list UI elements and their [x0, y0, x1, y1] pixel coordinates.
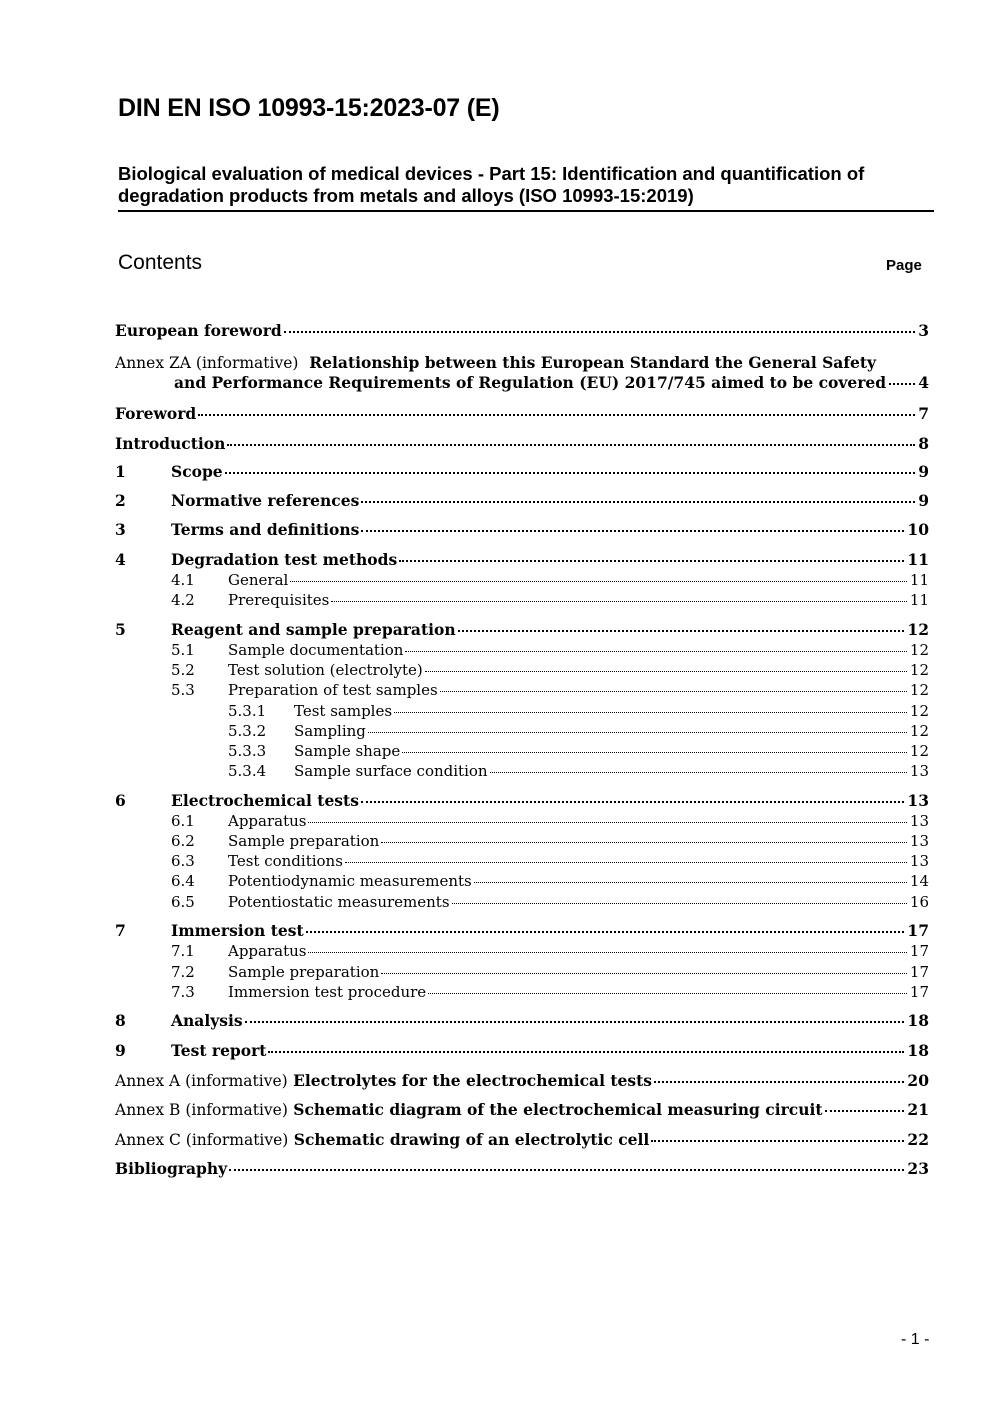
toc-leader [361, 530, 904, 532]
toc-page: 12 [909, 742, 929, 760]
toc-title: Introduction [115, 434, 226, 453]
document-subtitle: Biological evaluation of medical devices - Part 15: Identification and quantification of degradation products from metals and alloys (ISO 10993-15:2019) [118, 163, 865, 206]
toc-leader [889, 383, 915, 385]
toc-number: 5.3.1 [228, 702, 267, 720]
toc-title: Analysis [171, 1011, 243, 1030]
toc-page: 13 [909, 832, 929, 850]
toc-entry-2[interactable] [115, 491, 929, 510]
toc-entry-5-3-1[interactable] [228, 702, 929, 720]
toc-title: Schematic diagram of the electrochemical measuring circuit [293, 1100, 823, 1119]
toc-leader [284, 331, 915, 333]
toc-leader [306, 931, 905, 933]
toc-page: 16 [909, 893, 929, 911]
toc-entry-4-2[interactable] [171, 591, 929, 609]
toc-entry-5-2[interactable] [171, 661, 929, 679]
toc-title: Normative references [171, 491, 360, 510]
toc-page: 13 [909, 852, 929, 870]
toc-page: 12 [909, 661, 929, 679]
toc-leader [405, 651, 906, 652]
toc-leader [198, 414, 915, 416]
toc-title: European foreword [115, 321, 282, 340]
page-column-label: Page [886, 257, 922, 274]
contents-heading: Contents [118, 251, 203, 274]
toc-leader [290, 581, 907, 582]
toc-leader [268, 1051, 904, 1053]
toc-leader [394, 712, 907, 713]
toc-title: Schematic drawing of an electrolytic cell [293, 1130, 650, 1149]
toc-title: Apparatus [228, 812, 307, 830]
toc-number: 6.2 [171, 832, 195, 850]
toc-page: 21 [907, 1100, 929, 1119]
toc-page: 7 [918, 404, 929, 423]
toc-page: 13 [909, 762, 929, 780]
toc-leader [345, 862, 907, 863]
toc-leader [490, 772, 907, 773]
toc-entry-6-2[interactable] [171, 832, 929, 850]
toc-title: Sample surface condition [294, 762, 488, 780]
toc-title: Immersion test [171, 921, 304, 940]
toc-leader [361, 501, 915, 503]
toc-leader [425, 671, 907, 672]
toc-entry-5-1[interactable] [171, 641, 929, 659]
toc-leader [308, 822, 906, 823]
toc-annex-prefix: Annex ZA (informative) [115, 354, 299, 372]
toc-entry-5[interactable] [115, 620, 929, 639]
page-number: - 1 - [901, 1331, 930, 1348]
toc-page: 23 [907, 1159, 929, 1178]
toc-leader [381, 973, 907, 974]
toc-leader [361, 801, 904, 803]
toc-title: Sample documentation [228, 641, 404, 659]
toc-leader [651, 1140, 904, 1142]
toc-leader [227, 444, 915, 446]
toc-number: 5 [115, 620, 126, 639]
toc-title: Preparation of test samples [228, 681, 438, 699]
toc-leader [428, 993, 907, 994]
toc-number: 3 [115, 520, 126, 539]
toc-leader [229, 1169, 904, 1171]
toc-leader [440, 691, 907, 692]
toc-number: 4 [115, 550, 126, 569]
toc-leader [474, 882, 907, 883]
toc-number: 6 [115, 791, 126, 810]
toc-entry-9[interactable] [115, 1041, 929, 1060]
toc-entry-3[interactable] [115, 520, 929, 539]
toc-leader [381, 842, 907, 843]
toc-number: 5.3 [171, 681, 195, 699]
toc-entry-7-2[interactable] [171, 963, 929, 981]
document-id: DIN EN ISO 10993-15:2023-07 (E) [118, 94, 500, 122]
toc-annex-prefix: Annex A (informative) [115, 1072, 288, 1090]
toc-number: 8 [115, 1011, 126, 1030]
toc-page: 17 [907, 921, 929, 940]
toc-entry-annex-b[interactable] [115, 1100, 929, 1119]
toc-entry-5-3-4[interactable] [228, 762, 929, 780]
toc-entry-7-1[interactable] [171, 942, 929, 960]
toc-title: Relationship between this European Standard the General Safety [309, 353, 877, 372]
toc-title: Test solution (electrolyte) [228, 661, 423, 679]
toc-entry-5-3[interactable] [171, 681, 929, 699]
toc-leader [458, 630, 905, 632]
toc-number: 7 [115, 921, 126, 940]
toc-title: Test samples [294, 702, 393, 720]
toc-leader [399, 560, 904, 562]
toc-entry-annex-za[interactable] [115, 353, 929, 393]
toc-number: 7.1 [171, 942, 195, 960]
toc-title: Test report [171, 1041, 267, 1060]
toc-page: 12 [909, 681, 929, 699]
toc-entry-6-1[interactable] [171, 812, 929, 830]
toc-title: Potentiostatic measurements [228, 893, 450, 911]
toc-page: 11 [907, 550, 929, 569]
toc-title: Sample preparation [228, 963, 380, 981]
toc-number: 2 [115, 491, 126, 510]
toc-page: 12 [907, 620, 929, 639]
toc-entry-4-1[interactable] [171, 571, 929, 589]
toc-leader [825, 1110, 905, 1112]
toc-page: 17 [909, 963, 929, 981]
toc-leader [225, 472, 916, 474]
toc-page: 22 [907, 1130, 929, 1149]
toc-leader [368, 732, 907, 733]
toc-number: 5.3.3 [228, 742, 267, 760]
toc-number: 4.1 [171, 571, 195, 589]
toc-number: 6.1 [171, 812, 195, 830]
toc-title: Prerequisites [228, 591, 330, 609]
toc-entry-bibliography[interactable] [115, 1159, 929, 1178]
toc-number: 5.2 [171, 661, 195, 679]
toc-title: Scope [171, 462, 223, 481]
toc-number: 5.3.2 [228, 722, 267, 740]
toc-title: Degradation test methods [171, 550, 398, 569]
toc-entry-european-foreword[interactable] [115, 321, 929, 340]
toc-number: 7.2 [171, 963, 195, 981]
toc-title: Foreword [115, 404, 197, 423]
toc-page: 12 [909, 702, 929, 720]
toc-number: 5.1 [171, 641, 195, 659]
toc-title: Sampling [294, 722, 366, 740]
toc-title: Potentiodynamic measurements [228, 872, 472, 890]
toc-title: Sample shape [294, 742, 401, 760]
toc-entry-6-4[interactable] [171, 872, 929, 890]
toc-page: 13 [909, 812, 929, 830]
toc-page: 12 [909, 641, 929, 659]
toc-number: 9 [115, 1041, 126, 1060]
toc-leader [245, 1021, 905, 1023]
toc-entry-5-3-2[interactable] [228, 722, 929, 740]
toc-number: 6.3 [171, 852, 195, 870]
toc-entry-foreword[interactable] [115, 404, 929, 423]
toc-title: Terms and definitions [171, 520, 360, 539]
subtitle-underline [118, 210, 934, 212]
toc-entry-annex-c[interactable] [115, 1130, 929, 1149]
toc-page: 9 [918, 462, 929, 481]
toc-number: 6.5 [171, 893, 195, 911]
toc-page: 4 [918, 373, 929, 392]
toc-number: 6.4 [171, 872, 195, 890]
toc-title: Apparatus [228, 942, 307, 960]
toc-title: Test conditions [228, 852, 343, 870]
toc-leader [654, 1081, 904, 1083]
toc-page: 10 [907, 520, 929, 539]
toc-page: 12 [909, 722, 929, 740]
toc-title: Immersion test procedure [228, 983, 427, 1001]
toc-entry-7[interactable] [115, 921, 929, 940]
toc-page: 9 [918, 491, 929, 510]
toc-number: 5.3.4 [228, 762, 267, 780]
toc-page: 18 [907, 1041, 929, 1060]
toc-page: 14 [909, 872, 929, 890]
toc-leader [331, 601, 907, 602]
toc-entry-4[interactable] [115, 550, 929, 569]
toc-title: General [228, 571, 289, 589]
toc-title: Sample preparation [228, 832, 380, 850]
toc-number: 4.2 [171, 591, 195, 609]
toc-number: 1 [115, 462, 126, 481]
toc-entry-6[interactable] [115, 791, 929, 810]
toc-leader [308, 952, 906, 953]
toc-page: 17 [909, 983, 929, 1001]
toc-entry-7-3[interactable] [171, 983, 929, 1001]
toc-page: 17 [909, 942, 929, 960]
toc-title: Bibliography [115, 1159, 228, 1178]
toc-page: 20 [907, 1071, 929, 1090]
toc-entry-5-3-3[interactable] [228, 742, 929, 760]
toc-annex-prefix: Annex C (informative) [115, 1131, 289, 1149]
toc-title: Electrolytes for the electrochemical tests [293, 1071, 653, 1090]
toc-entry-8[interactable] [115, 1011, 929, 1030]
toc-page: 11 [909, 591, 929, 609]
toc-number: 7.3 [171, 983, 195, 1001]
toc-page: 3 [918, 321, 929, 340]
toc-page: 13 [907, 791, 929, 810]
toc-leader [452, 903, 907, 904]
toc-page: 11 [909, 571, 929, 589]
toc-page: 18 [907, 1011, 929, 1030]
toc-title-continued: and Performance Requirements of Regulation (EU) 2017/745 aimed to be covered [174, 373, 887, 392]
toc-entry-6-3[interactable] [171, 852, 929, 870]
toc-title: Reagent and sample preparation [171, 620, 456, 639]
toc-title: Electrochemical tests [171, 791, 359, 810]
toc-entry-1[interactable] [115, 462, 929, 481]
toc-entry-6-5[interactable] [171, 893, 929, 911]
toc-entry-annex-a[interactable] [115, 1071, 929, 1090]
toc-leader [402, 752, 907, 753]
toc-annex-prefix: Annex B (informative) [115, 1101, 288, 1119]
toc-page: 8 [918, 434, 929, 453]
toc-entry-introduction[interactable] [115, 434, 929, 453]
